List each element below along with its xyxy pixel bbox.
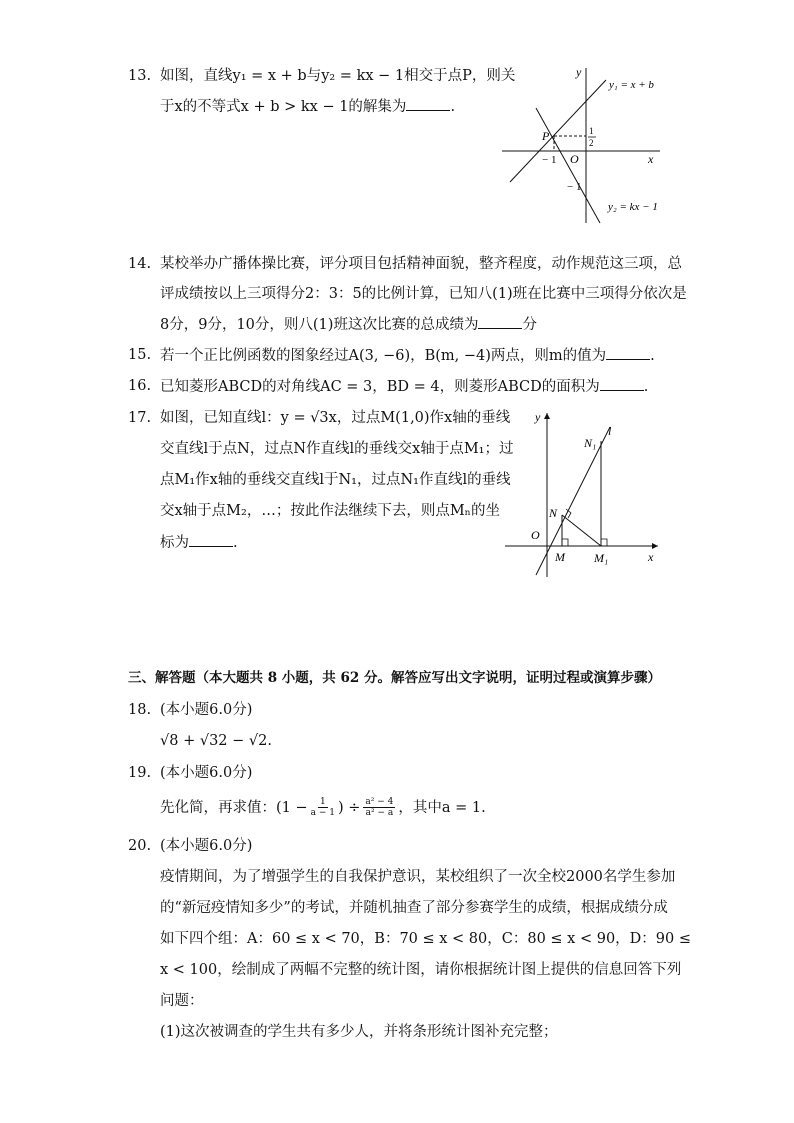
- fig13-label-p: P: [542, 129, 550, 143]
- q13-line2: 于x的不等式x + b > kx − 1的解集为 .: [160, 96, 455, 117]
- section-3-title: 三、解答题（本大题共 8 小题，共 62 分。解答应写出文字说明，证明过程或演算步骤）: [128, 670, 661, 686]
- q19-suffix: ，其中a = 1.: [398, 799, 486, 816]
- fig17-label-y: y: [535, 410, 541, 424]
- fig13-frac-den: 2: [589, 138, 594, 148]
- q14-number: 14.: [128, 256, 152, 272]
- q15-number: 15.: [128, 347, 152, 363]
- answer-blank[interactable]: [406, 96, 450, 111]
- q19-expression: [160, 797, 486, 818]
- q17-line4: 交x轴于点M₂，…；按此作法继续下去，则点Mₙ的坐: [160, 503, 500, 519]
- q17-line3: 点M₁作x轴的垂线交直线l于N₁，过点N₁作直线l的垂线: [160, 472, 511, 488]
- fig13-tick-x: − 1: [542, 154, 557, 166]
- fig17-right-angle-m: [562, 539, 568, 546]
- q15-text: 若一个正比例函数的图象经过A(3, −6)，B(m, −4)两点，则m的值为 .: [160, 345, 655, 366]
- q14-line2: 评成绩按以上三项得分2：3：5的比例计算，已知八(1)班在比赛中三项得分依次是: [160, 286, 687, 302]
- q13-number: 13.: [128, 68, 152, 84]
- answer-blank[interactable]: [478, 314, 522, 329]
- answer-blank[interactable]: [189, 532, 233, 547]
- q18-number: 18.: [128, 702, 152, 718]
- q20-line5: 问题：: [160, 993, 204, 1009]
- fig17-label-x: x: [648, 550, 654, 564]
- q19-fraction-2: $\frac{\text{a² − 4}}{\text{a² − a}}$: [365, 797, 394, 818]
- fig17-x-arrow: [652, 543, 658, 549]
- q17-line2: 交直线l于点N，过点N作直线l的垂线交x轴于点M₁；过: [160, 441, 514, 457]
- q16-number: 16.: [128, 378, 152, 394]
- fig13-frac-num: 1: [589, 126, 594, 136]
- fig13-label-y: y: [576, 65, 582, 79]
- q20-score: (本小题6.0分): [160, 838, 253, 854]
- q17-line5: 标为 .: [160, 532, 238, 553]
- answer-blank[interactable]: [600, 376, 644, 391]
- q18-expression: √8 + √32 − √2.: [160, 733, 272, 749]
- q20-line1: 疫情期间，为了增强学生的自我保护意识，某校组织了一次全校2000名学生参加: [160, 869, 676, 885]
- q14-line1: 某校举办广播体操比赛，评分项目包括精神面貌，整齐程度，动作规范这三项，总: [160, 256, 682, 272]
- q19-number: 19.: [128, 765, 152, 781]
- q19-prefix: 先化简，再求值：(1 −: [160, 799, 308, 816]
- fig13-label-x: x: [648, 152, 654, 166]
- q14-line3: 8分，9分，10分，则八(1)班这次比赛的总成绩为 分: [160, 314, 537, 335]
- fig17-label-origin: O: [531, 528, 540, 542]
- q19-fraction-1: $\frac{1}{a - 1}$: [310, 797, 335, 818]
- fig13-label-line2: y₂ = kx − 1: [608, 201, 658, 213]
- q17-line1: 如图，已知直线l：y = √3x，过点M(1,0)作x轴的垂线: [160, 410, 511, 426]
- answer-blank[interactable]: [606, 345, 650, 360]
- q16-text: 已知菱形ABCD的对角线AC = 3，BD = 4，则菱形ABCD的面积为 .: [160, 376, 648, 397]
- q20-line6: (1)这次被调查的学生共有多少人，并将条形统计图补充完整；: [160, 1024, 558, 1040]
- fig13-label-line1: y₁ = x + b: [609, 79, 654, 91]
- fig13-label-origin: O: [570, 152, 579, 166]
- fig17-right-angle-m1: [601, 539, 607, 546]
- q19-mid: ) ÷: [338, 799, 361, 816]
- fig17-label-l: l: [608, 424, 612, 438]
- q17-number: 17.: [128, 410, 152, 426]
- fig17-label-m1: M₁: [594, 551, 609, 565]
- q20-line4: x < 100，绘制成了两幅不完整的统计图，请你根据统计图上提供的信息回答下列: [160, 962, 682, 978]
- q20-number: 20.: [128, 838, 152, 854]
- figure-13: [500, 60, 670, 228]
- q18-score: (本小题6.0分): [160, 702, 253, 718]
- fig17-label-n1: N₁: [584, 436, 597, 450]
- q19-score: (本小题6.0分): [160, 765, 253, 781]
- fig17-label-n: N: [549, 506, 558, 520]
- fig17-y-arrow: [544, 413, 550, 419]
- fig17-label-m: M: [555, 550, 565, 564]
- fig13-tick-y: − 1: [567, 181, 582, 193]
- q20-line2: 的“新冠疫情知多少”的考试，并随机抽查了部分参赛学生的成绩，根据成绩分成: [160, 900, 668, 916]
- figure-17: [500, 405, 670, 580]
- q20-line3: 如下四个组：A：60 ≤ x < 70，B：70 ≤ x < 80，C：80 ≤ x < 90，D：90 ≤: [160, 931, 691, 947]
- q13-line1: 如图，直线y₁ = x + b与y₂ = kx − 1相交于点P，则关: [160, 68, 516, 84]
